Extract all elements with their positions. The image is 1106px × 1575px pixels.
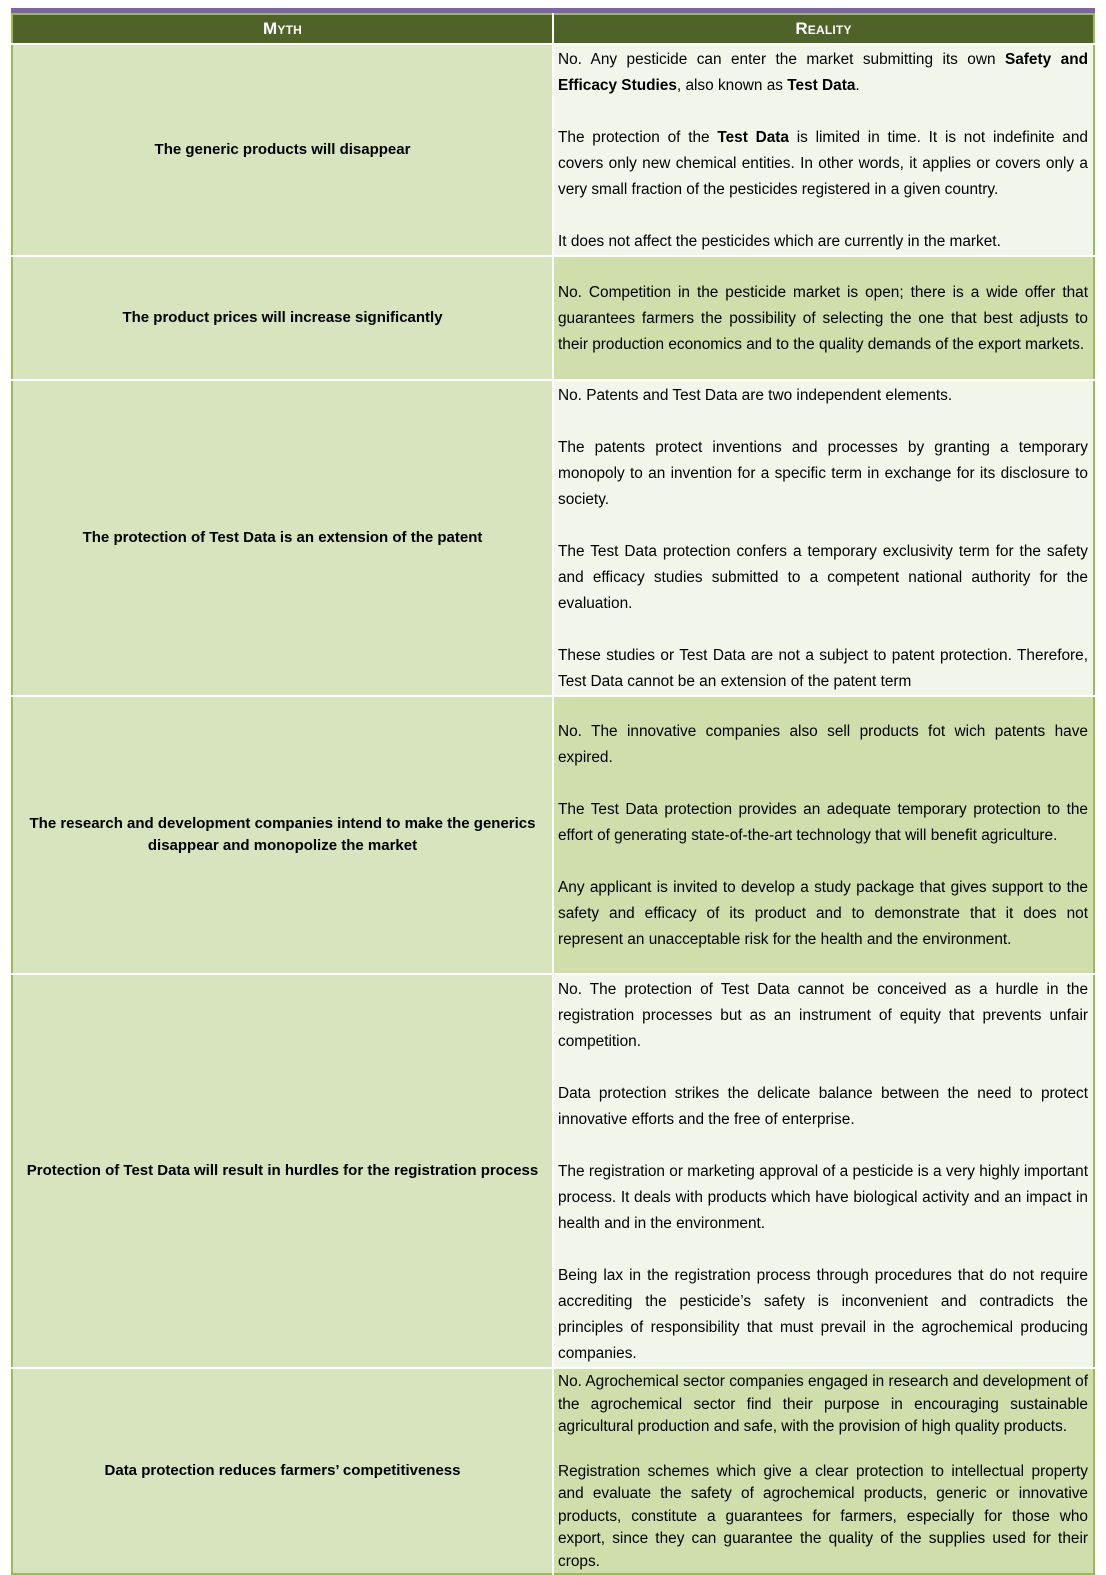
reality-paragraph: The Test Data protection provides an adequate temporary protection to the effort of generating state-of-the-art technology that will benefit agriculture. [558,801,1088,844]
reality-paragraph: The patents protect inventions and processes by granting a temporary monopoly to an invention for a specific term in exchange for its disclosure to society. [558,439,1088,508]
reality-paragraph: No. The innovative companies also sell products fot wich patents have expired. [558,723,1088,766]
reality-cell [553,44,1094,256]
reality-paragraph: Any applicant is invited to develop a study package that gives support to the safety and efficacy of its product and to demonstrate that it does not represent an unacceptable risk for the health and the environment. [558,879,1088,948]
myth-cell: The research and development companies intend to make the generics disappear and monopolize the market [12,696,553,974]
reality-cell [553,380,1094,696]
reality-cell [553,256,1094,380]
reality-cell [553,1368,1094,1574]
reality-paragraph: Being lax in the registration process through procedures that do not require accrediting the pesticide’s safety is inconvenient and contradicts the principles of responsibility that must prevail in the agrochemical producing companies. [558,1267,1088,1362]
reality-paragraph: No. Agrochemical sector companies engaged in research and development of the agrochemical sector find their purpose in encouraging sustainable agricultural production and safe, with the provision of high quality products. [558,1373,1088,1435]
reality-paragraph: No. The protection of Test Data cannot be conceived as a hurdle in the registration processes but as an instrument of equity that prevents unfair competition. [558,981,1088,1050]
table-row [12,1368,1094,1574]
table-row [12,44,1094,256]
myth-column-header: Myth [12,14,553,44]
reality-paragraph [558,47,1088,99]
reality-paragraph [558,125,1088,203]
myth-cell: The product prices will increase significantly [12,256,553,380]
myth-cell: Data protection reduces farmers’ competitiveness [12,1368,553,1574]
table-row [12,696,1094,974]
text-run: The protection of the [558,129,718,146]
reality-paragraph: No. Patents and Test Data are two independent elements. [558,387,953,404]
reality-paragraph: No. Competition in the pesticide market is open; there is a wide offer that guarantees farmers the possibility of selecting the one that best adjusts to their production economics and to the quality demands of the export markets. [558,284,1088,353]
text-run: , also known as [676,77,788,94]
reality-paragraph: The registration or marketing approval of a pesticide is a very highly important process. It deals with products which have biological activity and an impact in health and in the environment. [558,1163,1088,1232]
myth-cell: Protection of Test Data will result in hurdles for the registration process [12,974,553,1368]
reality-paragraph: These studies or Test Data are not a subject to patent protection. Therefore, Test Data cannot be an extension of the patent term [558,647,1088,690]
reality-paragraph: Data protection strikes the delicate balance between the need to protect innovative efforts and the free of enterprise. [558,1085,1088,1128]
table-row [12,256,1094,380]
reality-cell [553,974,1094,1368]
table-row [12,974,1094,1368]
myth-reality-table [11,13,1095,1575]
reality-paragraph: It does not affect the pesticides which are currently in the market. [558,233,1001,250]
table-row [12,380,1094,696]
bold-term: Test Data [787,77,856,94]
text-run: No. Any pesticide can enter the market submitting its own [558,51,1005,68]
myth-cell: The protection of Test Data is an extension of the patent [12,380,553,696]
reality-column-header: Reality [553,14,1094,44]
bold-term: Safety and Efficacy Studies [558,51,1088,94]
text-run: . [855,77,860,94]
bold-term: Test Data [717,129,789,146]
reality-cell [553,696,1094,974]
header-row [12,14,1094,44]
reality-paragraph: Registration schemes which give a clear protection to intellectual property and evaluate the safety of agrochemical products, generic or innovative products, constitute a guarantees for farmers, especially for those who export, since they can guarantee the quality of the supplies used for their crops. [558,1462,1088,1570]
reality-paragraph: The Test Data protection confers a temporary exclusivity term for the safety and efficacy studies submitted to a competent national authority for the evaluation. [558,543,1088,612]
myth-cell: The generic products will disappear [12,44,553,256]
text-run: is limited in time. It is not indefinite and covers only new chemical entities. In other words, it applies or covers only a very small fraction of the pesticides registered in a given country. [558,129,1088,198]
